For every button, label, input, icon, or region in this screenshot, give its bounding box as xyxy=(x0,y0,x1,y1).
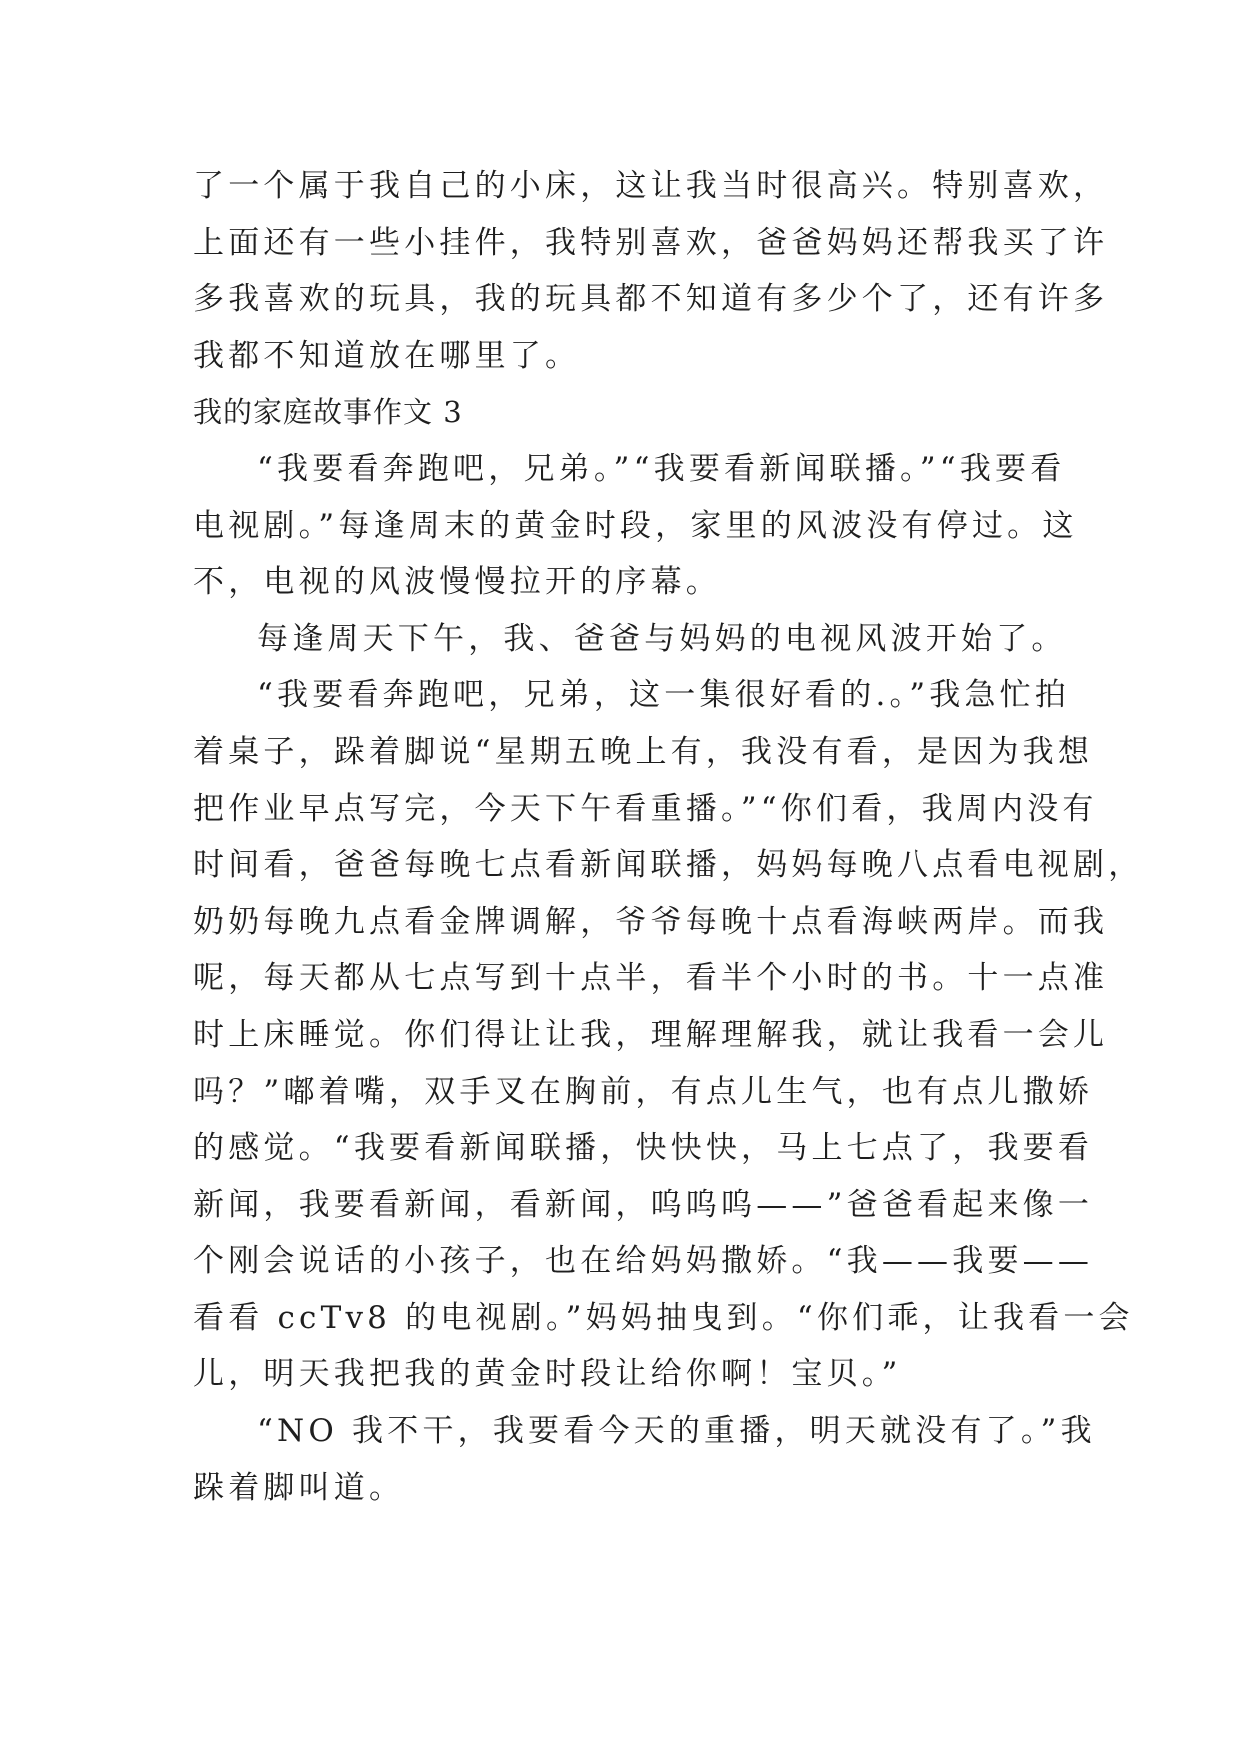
text-line: “我要看奔跑吧，兄弟，这一集很好看的.。”我急忙拍 xyxy=(257,677,1071,714)
text-line: 的感觉。“我要看新闻联播，快快快，马上七点了，我要看 xyxy=(193,1130,1094,1167)
text-line: 跺着脚叫道。 xyxy=(193,1469,405,1506)
text-line: 不，电视的风波慢慢拉开的序幕。 xyxy=(193,564,721,601)
text-line: 吗？”嘟着嘴，双手叉在胸前，有点儿生气，也有点儿撒娇 xyxy=(193,1073,1094,1110)
text-line: 时上床睡觉。你们得让让我，理解理解我，就让我看一会儿 xyxy=(193,1016,1109,1053)
text-line: 儿，明天我把我的黄金时段让给你啊！宝贝。” xyxy=(193,1356,902,1393)
text-line: 把作业早点写完，今天下午看重播。”“你们看，我周内没有 xyxy=(193,790,1098,827)
text-line: 着桌子，跺着脚说“星期五晚上有，我没有看，是因为我想 xyxy=(193,733,1094,770)
text-line: 上面还有一些小挂件，我特别喜欢，爸爸妈妈还帮我买了许 xyxy=(193,224,1109,261)
text-line: 了一个属于我自己的小床，这让我当时很高兴。特别喜欢， xyxy=(193,168,1109,204)
text-line: “NO 我不干，我要看今天的重播，明天就没有了。”我 xyxy=(257,1413,1096,1450)
text-line: “我要看奔跑吧，兄弟。”“我要看新闻联播。”“我要看 xyxy=(257,450,1066,487)
text-line: 看看 ccTv8 的电视剧。”妈妈抽曳到。“你们乖，让我看一会 xyxy=(193,1299,1134,1336)
text-line: 个刚会说话的小孩子，也在给妈妈撒娇。“我——我要—— xyxy=(193,1243,1094,1280)
text-line: 多我喜欢的玩具，我的玩具都不知道有多少个了，还有许多 xyxy=(193,281,1109,318)
document-body xyxy=(193,158,1144,1516)
text-line: 奶奶每晚九点看金牌调解，爷爷每晚十点看海峡两岸。而我 xyxy=(193,903,1109,940)
text-line: 呢，每天都从七点写到十点半，看半个小时的书。十一点准 xyxy=(193,960,1109,997)
section-heading: 我的家庭故事作文 3 xyxy=(193,395,463,430)
text-line: 电视剧。”每逢周末的黄金时段，家里的风波没有停过。这 xyxy=(193,507,1078,544)
text-line: 新闻，我要看新闻，看新闻，呜呜呜——”爸爸看起来像一 xyxy=(193,1186,1094,1223)
text-line: 我都不知道放在哪里了。 xyxy=(193,337,581,374)
text-line: 每逢周天下午，我、爸爸与妈妈的电视风波开始了。 xyxy=(257,620,1067,657)
text-line: 时间看，爸爸每晚七点看新闻联播，妈妈每晚八点看电视剧， xyxy=(193,847,1144,884)
